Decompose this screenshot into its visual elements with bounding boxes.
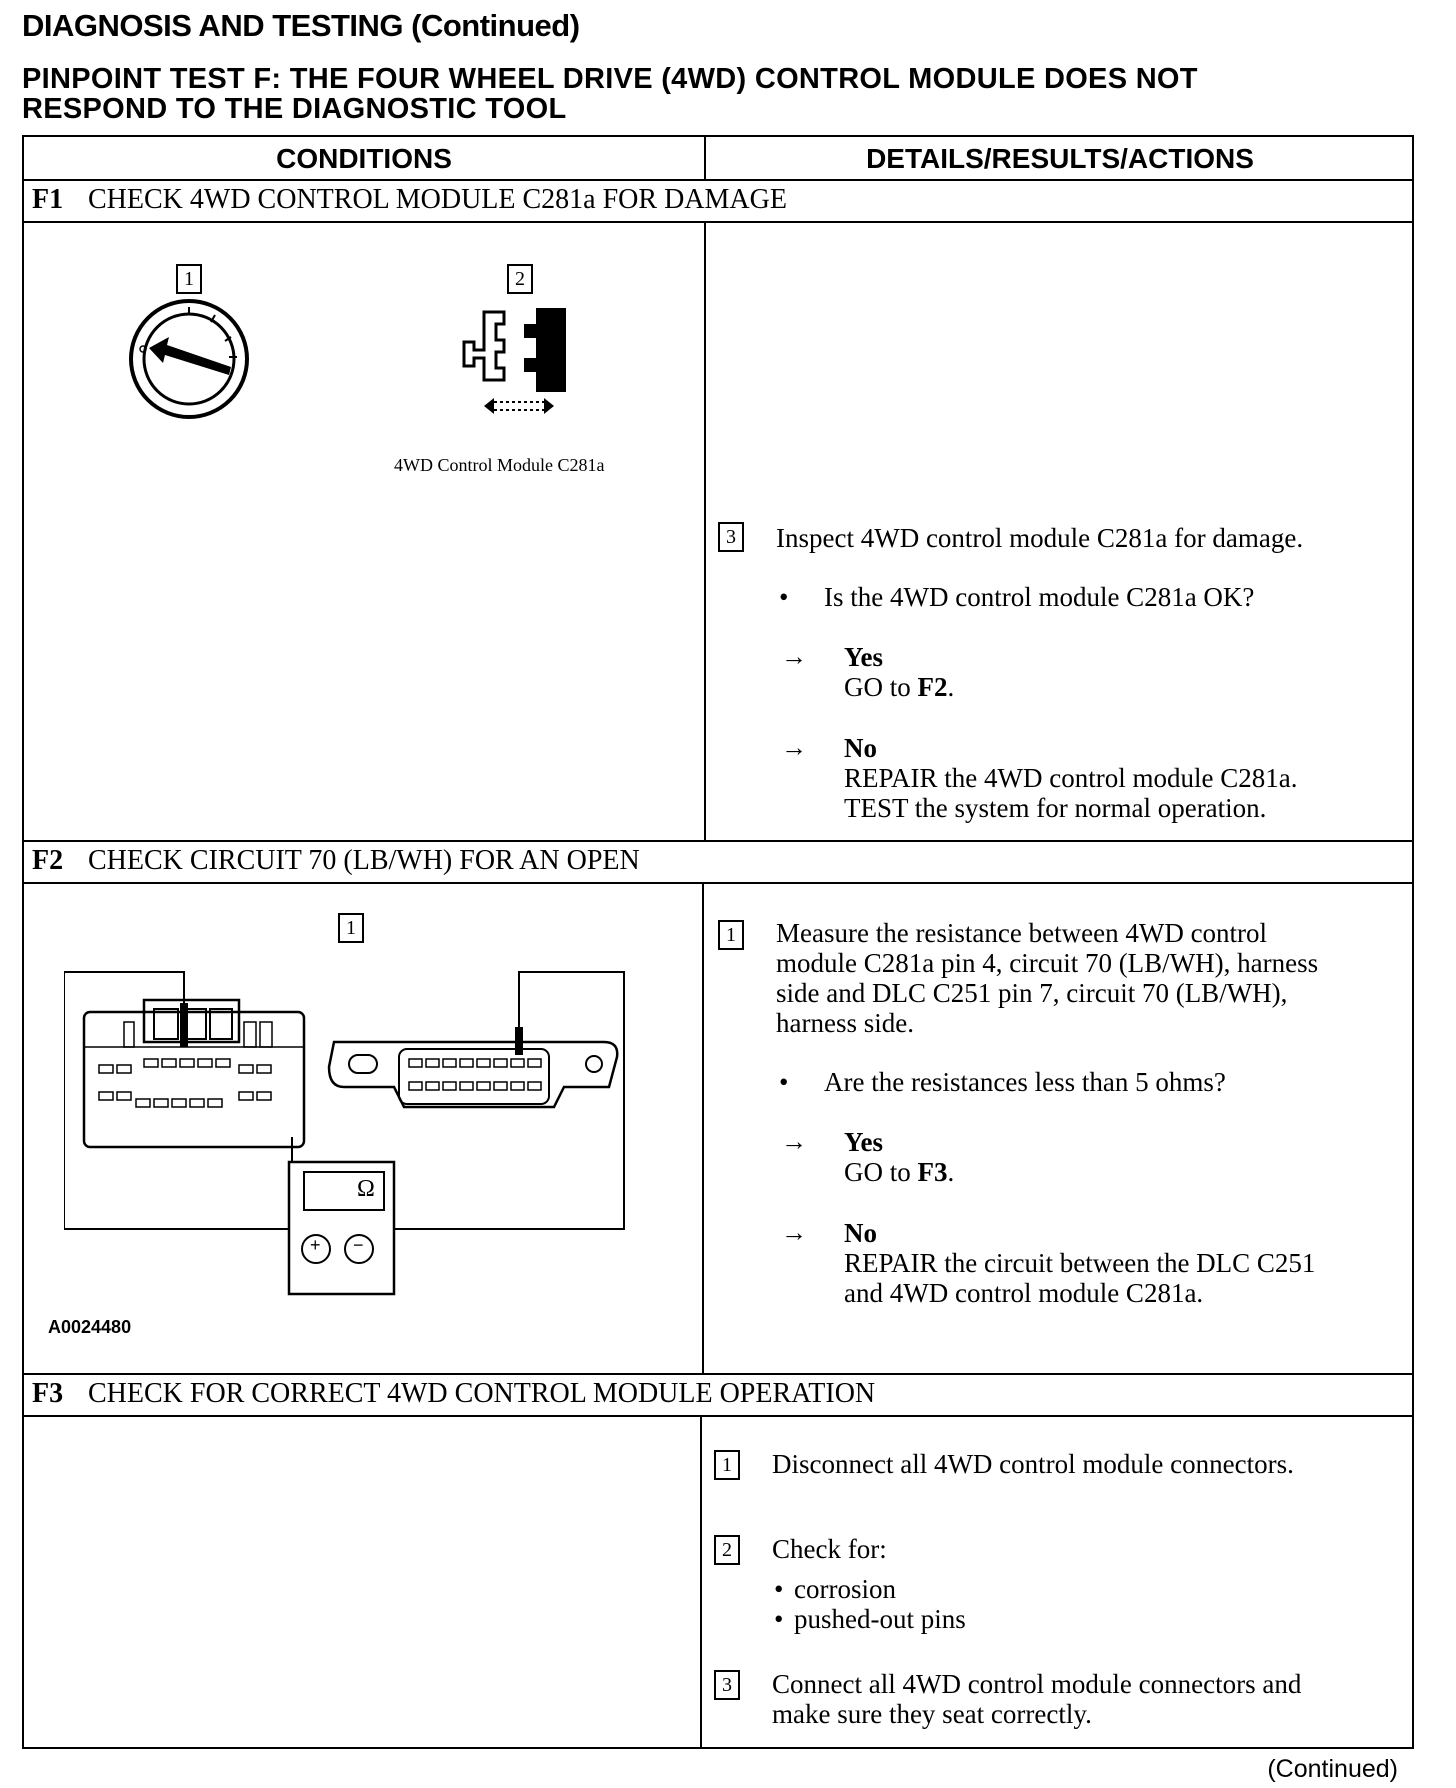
figure-id: A0024480	[48, 1317, 132, 1337]
step-question: Is the 4WD control module C281a OK?	[824, 582, 1255, 612]
yes-action-suffix: .	[947, 672, 955, 702]
yes-action-suffix: .	[947, 1157, 955, 1187]
figure-callout-1: 1	[338, 913, 364, 943]
yes-label: Yes	[844, 1127, 883, 1157]
check-item-1: corrosion	[794, 1574, 896, 1604]
step-instruction: Disconnect all 4WD control module connectors.	[772, 1449, 1294, 1479]
step-f1-id: F1	[32, 184, 64, 215]
step-f1-title: CHECK 4WD CONTROL MODULE C281a FOR DAMAGE	[88, 184, 787, 215]
arrow-right-icon: →	[781, 1218, 807, 1247]
step-instruction-line-2: module C281a pin 4, circuit 70 (LB/WH), harness	[776, 948, 1319, 978]
plus-symbol: +	[310, 1235, 321, 1255]
no-label: No	[844, 733, 877, 763]
step-instruction-line-1: Connect all 4WD control module connectors and	[772, 1669, 1302, 1699]
step-question: Are the resistances less than 5 ohms?	[824, 1067, 1226, 1097]
arrow-right-icon: →	[781, 1127, 807, 1156]
no-action-line-1: REPAIR the 4WD control module C281a.	[844, 763, 1298, 793]
step-callout-3: 3	[714, 1670, 740, 1700]
figure-callout-1: 1	[176, 264, 202, 294]
connector-c281a-harness	[84, 1000, 304, 1147]
step-instruction-line-2: make sure they seat correctly.	[772, 1699, 1092, 1729]
minus-symbol: −	[353, 1235, 364, 1255]
check-item-2: pushed-out pins	[794, 1604, 966, 1634]
step-callout-1: 1	[714, 1450, 740, 1480]
step-f2-id: F2	[32, 845, 64, 876]
yes-action-prefix: GO to	[844, 672, 918, 702]
step-f3-header	[32, 1376, 875, 1412]
conditions-column-header: CONDITIONS	[276, 143, 452, 174]
yes-action	[844, 1157, 954, 1187]
ohm-symbol: Ω	[357, 1176, 375, 1202]
arrow-right-icon: →	[781, 642, 807, 671]
no-label: No	[844, 1218, 877, 1248]
step-callout-1: 1	[718, 920, 744, 950]
dlc-c251-connector	[329, 1027, 617, 1107]
step-f3-id: F3	[32, 1378, 64, 1409]
step-instruction-line-3: side and DLC C251 pin 7, circuit 70 (LB/WH),	[776, 978, 1288, 1008]
step-instruction-line-4: harness side.	[776, 1008, 914, 1038]
step-f2-title: CHECK CIRCUIT 70 (LB/WH) FOR AN OPEN	[88, 845, 640, 876]
pinpoint-test-table	[22, 135, 1414, 1749]
yes-label: Yes	[844, 642, 883, 672]
bullet-icon: •	[774, 1574, 784, 1604]
pinpoint-test-title: PINPOINT TEST F: THE FOUR WHEEL DRIVE (4WD) CONTROL MODULE DOES NOT RESPOND TO THE DIAGNOSTIC TOOL	[22, 63, 1198, 125]
step-instruction: Check for:	[772, 1534, 887, 1564]
yes-action	[844, 672, 954, 702]
figure-caption: 4WD Control Module C281a	[394, 455, 605, 475]
step-instruction: Inspect 4WD control module C281a for damage.	[776, 523, 1304, 553]
no-action-line-2: TEST the system for normal operation.	[844, 793, 1267, 823]
no-action-line-2: and 4WD control module C281a.	[844, 1278, 1204, 1308]
bullet-icon: •	[779, 1067, 789, 1097]
step-callout-2: 2	[714, 1535, 740, 1565]
ignition-switch-icon	[127, 297, 251, 421]
ohmmeter-icon	[289, 1162, 394, 1294]
resistance-test-diagram	[64, 967, 664, 1307]
step-instruction-line-1: Measure the resistance between 4WD control	[776, 918, 1268, 948]
bullet-icon: •	[774, 1604, 784, 1634]
yes-action-target: F3	[917, 1157, 948, 1187]
connector-c281a-icon	[454, 302, 594, 422]
no-action-line-1: REPAIR the circuit between the DLC C251	[844, 1248, 1316, 1278]
yes-action-target: F2	[917, 672, 948, 702]
bullet-icon: •	[779, 582, 789, 612]
figure-callout-2: 2	[507, 264, 533, 294]
continued-label: (Continued)	[1267, 1755, 1398, 1783]
step-callout-3: 3	[718, 522, 744, 552]
details-column-header: DETAILS/RESULTS/ACTIONS	[866, 143, 1254, 174]
step-f1-header	[32, 182, 787, 218]
yes-action-prefix: GO to	[844, 1157, 918, 1187]
step-f3-title: CHECK FOR CORRECT 4WD CONTROL MODULE OPERATION	[88, 1378, 876, 1409]
page-title: DIAGNOSIS AND TESTING (Continued)	[22, 8, 580, 43]
step-f2-header	[32, 843, 640, 879]
arrow-right-icon: →	[781, 733, 807, 762]
